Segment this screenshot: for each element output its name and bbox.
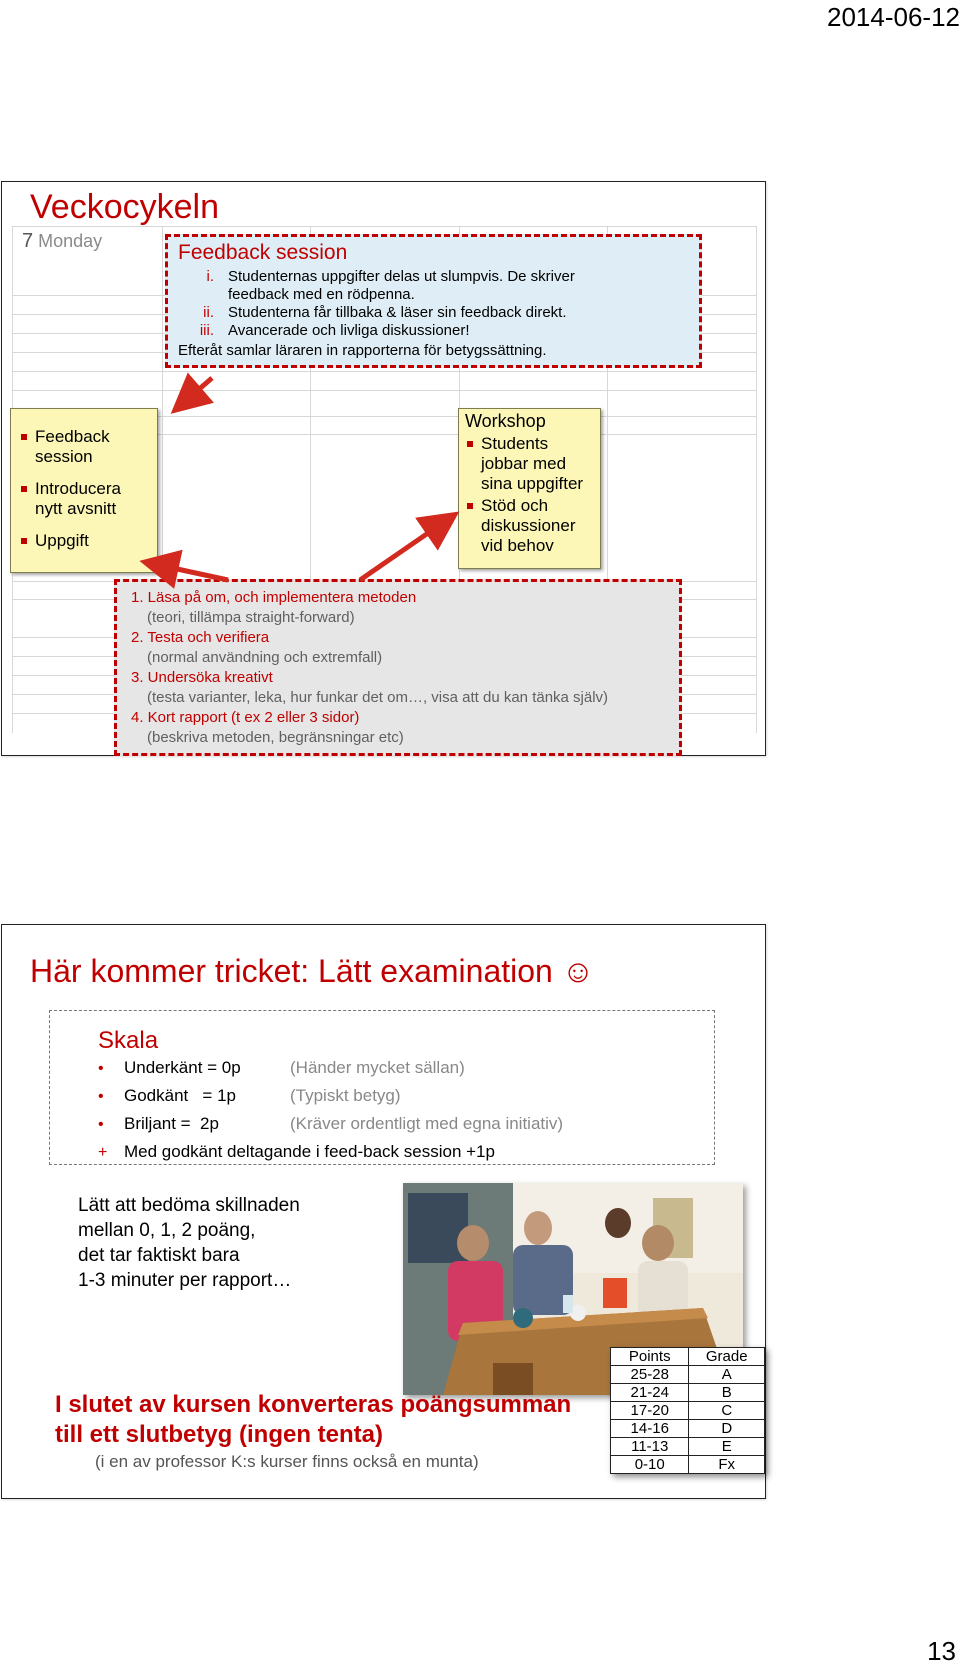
sticky-note-item: Feedback session: [19, 427, 151, 467]
grade-table-header: [611, 1348, 765, 1366]
feedback-item: feedback med en rödpenna.: [228, 286, 415, 303]
table-row: [611, 1384, 765, 1402]
easy-text-line: 1-3 minuter per rapport…: [78, 1270, 292, 1291]
grade-cell: Fx: [689, 1456, 765, 1474]
arrow-to-left-note: [154, 564, 228, 580]
points-cell: 25-28: [611, 1366, 689, 1384]
task-title: 4. Kort rapport (t ex 2 eller 3 sidor): [131, 709, 360, 726]
task-subtitle: (beskriva metoden, begränsningar etc): [147, 729, 404, 746]
final-subtext: (i en av professor K:s kurser finns också en munta): [95, 1452, 479, 1471]
scale-plus-text: Med godkänt deltagande i feed-back session +1p: [124, 1142, 495, 1161]
calendar-day-number: 7: [22, 230, 34, 252]
task-subtitle: (testa varianter, leka, hur funkar det om…, visa att du kan tänka själv): [147, 689, 609, 706]
points-cell: 17-20: [611, 1402, 689, 1420]
points-cell: 21-24: [611, 1384, 689, 1402]
task-title: 1. Läsa på om, och implementera metoden: [131, 589, 417, 606]
table-row: [611, 1402, 765, 1420]
feedback-box-title: Feedback session: [178, 241, 348, 264]
scale-grade: Underkänt = 0p: [124, 1058, 241, 1077]
scale-row-plus: [98, 1142, 495, 1162]
points-cell: 0-10: [611, 1456, 689, 1474]
calendar-day-name: Monday: [38, 231, 103, 251]
arrow-to-workshop: [360, 520, 447, 580]
workshop-title: Workshop: [465, 411, 546, 431]
feedback-footer: Efteråt samlar läraren in rapporterna för betygssättning.: [178, 342, 547, 359]
page-date: 2014-06-12: [827, 2, 960, 32]
roman-numeral: iii.: [199, 322, 214, 339]
scale-grade: Briljant = 2p: [124, 1114, 219, 1133]
easy-text-line: det tar faktiskt bara: [78, 1245, 240, 1266]
bullet: •: [98, 1116, 104, 1133]
grade-table: [610, 1347, 765, 1474]
roman-numeral: i.: [206, 268, 214, 285]
slide-title: Veckocykeln: [30, 188, 219, 226]
feedback-item: Studenterna får tillbaka & läser sin feedback direkt.: [228, 304, 567, 321]
bullet: •: [98, 1060, 104, 1077]
slide-weekly-cycle: [1, 181, 766, 756]
easy-text-line: mellan 0, 1, 2 poäng,: [78, 1220, 256, 1241]
points-cell: 11-13: [611, 1438, 689, 1456]
final-line-2: till ett slutbetyg (ingen tenta): [55, 1421, 383, 1448]
header-points: Points: [611, 1348, 689, 1366]
table-row: [611, 1438, 765, 1456]
cycle-arrows: [2, 182, 765, 755]
task-title: 3. Undersöka kreativt: [131, 669, 273, 686]
roman-numeral: ii.: [203, 304, 214, 321]
slide-examination: [1, 924, 766, 1499]
grade-cell: D: [689, 1420, 765, 1438]
task-subtitle: (teori, tillämpa straight-forward): [147, 609, 355, 626]
easy-text-line: Lätt att bedöma skillnaden: [78, 1195, 300, 1216]
grade-cell: C: [689, 1402, 765, 1420]
grade-cell: E: [689, 1438, 765, 1456]
grade-cell: A: [689, 1366, 765, 1384]
final-line-1: I slutet av kursen konverteras poängsumman: [55, 1391, 572, 1418]
points-cell: 14-16: [611, 1420, 689, 1438]
scale-grade: Godkänt = 1p: [124, 1086, 236, 1105]
scale-row: [98, 1086, 401, 1106]
feedback-item: Avancerade och livliga diskussioner!: [228, 322, 470, 339]
scale-note: (Händer mycket sällan): [290, 1058, 465, 1077]
grade-cell: B: [689, 1384, 765, 1402]
page-number: 13: [927, 1636, 956, 1666]
sticky-note-item: Uppgift: [19, 531, 151, 551]
table-row: [611, 1420, 765, 1438]
scale-row: [98, 1058, 465, 1078]
final-grade-text: [55, 1390, 571, 1450]
arrow-to-feedback: [182, 378, 212, 404]
table-row: [611, 1456, 765, 1474]
task-subtitle: (normal användning och extremfall): [147, 649, 383, 666]
sticky-note-item: Introducera nytt avsnitt: [19, 479, 151, 519]
scale-row: [98, 1114, 563, 1134]
scale-note: (Kräver ordentligt med egna initiativ): [290, 1114, 564, 1133]
workshop-item: Students jobbar med sina uppgifter: [465, 434, 594, 494]
workshop-item: Stöd och diskussioner vid behov: [465, 496, 594, 556]
feedback-item: Studenternas uppgifter delas ut slumpvis. De skriver: [228, 268, 575, 285]
easy-assessment-text: [78, 1193, 300, 1293]
plus-bullet: +: [98, 1144, 108, 1161]
slide-title: Här kommer tricket: Lätt examination ☺: [30, 953, 595, 989]
scale-title: Skala: [98, 1027, 159, 1054]
table-row: [611, 1366, 765, 1384]
scale-note: (Typiskt betyg): [290, 1086, 401, 1105]
task-title: 2. Testa och verifiera: [131, 629, 270, 646]
header-grade: Grade: [689, 1348, 765, 1366]
bullet: •: [98, 1088, 104, 1105]
